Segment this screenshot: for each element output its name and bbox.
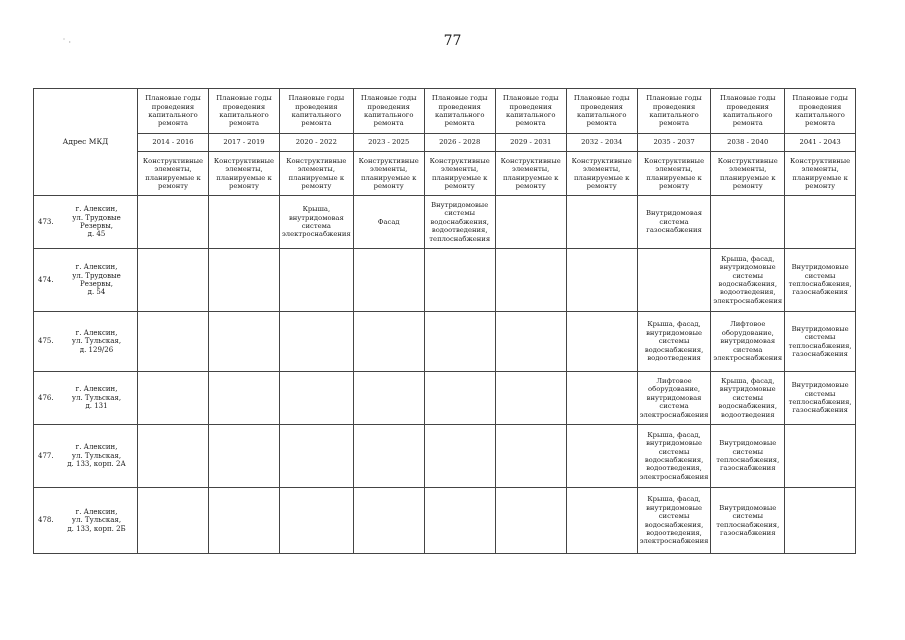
- period-cell: 2038 - 2040: [711, 134, 785, 152]
- period-title-header: Плановые годы проведения капитального ремонта: [280, 89, 354, 134]
- address-cell: [34, 425, 138, 488]
- building-address: г. Алексин, ул. Тульская, д. 133, корп. 2Б: [67, 507, 126, 533]
- period-cell: 2023 - 2025: [353, 134, 424, 152]
- repair-works-cell: [566, 312, 637, 372]
- repair-works-cell: [424, 249, 495, 312]
- repair-works-cell: [711, 196, 785, 249]
- row-index: 478.: [38, 516, 54, 525]
- period-cell: 2026 - 2028: [424, 134, 495, 152]
- table-row: [34, 249, 856, 312]
- repair-works-cell: [785, 488, 856, 554]
- repair-works-cell: Лифтовое оборудование, внутридомовая система электроснабжения: [637, 372, 711, 425]
- repair-works-cell: [280, 488, 354, 554]
- repair-works-cell: Крыша, внутридомовая система электроснабжения: [280, 196, 354, 249]
- period-title-header: Плановые годы проведения капитального ремонта: [711, 89, 785, 134]
- repair-works-cell: [495, 249, 566, 312]
- repair-works-cell: [566, 425, 637, 488]
- period-cell: 2032 - 2034: [566, 134, 637, 152]
- period-title-header: Плановые годы проведения капитального ремонта: [495, 89, 566, 134]
- repair-works-cell: [353, 425, 424, 488]
- repair-works-cell: [424, 312, 495, 372]
- repair-works-cell: [566, 372, 637, 425]
- repair-works-cell: [566, 249, 637, 312]
- table-header: [34, 89, 856, 196]
- building-address: г. Алексин, ул. Тульская, д. 131: [71, 385, 122, 411]
- repair-works-cell: [138, 425, 209, 488]
- period-cell: 2035 - 2037: [637, 134, 711, 152]
- repair-works-cell: [353, 372, 424, 425]
- element-header: Конструктивные элементы, планируемые к ремонту: [711, 152, 785, 196]
- address-cell: [34, 372, 138, 425]
- repair-works-cell: [138, 488, 209, 554]
- repair-works-cell: Внутридомовые системы теплоснабжения, газоснабжения: [785, 312, 856, 372]
- building-address: г. Алексин, ул. Тульская, д. 129/26: [71, 328, 122, 354]
- element-header: Конструктивные элементы, планируемые к ремонту: [785, 152, 856, 196]
- period-cell: 2014 - 2016: [138, 134, 209, 152]
- address-cell: [34, 196, 138, 249]
- table-body: [34, 196, 856, 554]
- building-address: г. Алексин, ул. Трудовые Резервы, д. 45: [72, 205, 121, 239]
- repair-works-cell: [495, 425, 566, 488]
- repair-works-cell: Внутридомовые системы теплоснабжения, газоснабжения: [785, 249, 856, 312]
- repair-works-cell: [138, 196, 209, 249]
- row-index: 473.: [38, 217, 54, 226]
- element-header: Конструктивные элементы, планируемые к ремонту: [566, 152, 637, 196]
- repair-works-cell: Крыша, фасад, внутридомовые системы водоснабжения, водоотведения: [711, 372, 785, 425]
- scan-speck: ˙ ·: [62, 38, 72, 47]
- table-row: [34, 372, 856, 425]
- table-row: [34, 425, 856, 488]
- period-title-header: Плановые годы проведения капитального ремонта: [785, 89, 856, 134]
- repair-works-cell: Внутридомовые системы теплоснабжения, газоснабжения: [785, 372, 856, 425]
- table-row: [34, 488, 856, 554]
- period-title-header: Плановые годы проведения капитального ремонта: [566, 89, 637, 134]
- period-cell: 2029 - 2031: [495, 134, 566, 152]
- header-period-row: [34, 134, 856, 152]
- repair-works-cell: [353, 488, 424, 554]
- repair-works-cell: [138, 249, 209, 312]
- repair-works-cell: Внутридомовые системы водоснабжения, водоотведения, теплоснабжения: [424, 196, 495, 249]
- period-title-header: Плановые годы проведения капитального ремонта: [138, 89, 209, 134]
- repair-works-cell: [209, 425, 280, 488]
- repair-works-cell: [280, 372, 354, 425]
- row-index: 475.: [38, 337, 54, 346]
- repair-works-cell: [280, 425, 354, 488]
- repair-works-cell: [353, 312, 424, 372]
- element-header: Конструктивные элементы, планируемые к ремонту: [353, 152, 424, 196]
- repair-works-cell: Крыша, фасад, внутридомовые системы водоснабжения, водоотведения, электроснабжения: [637, 425, 711, 488]
- period-title-header: Плановые годы проведения капитального ремонта: [353, 89, 424, 134]
- period-cell: 2020 - 2022: [280, 134, 354, 152]
- repair-works-cell: Внутридомовая система газоснабжения: [637, 196, 711, 249]
- repair-works-cell: Внутридомовые системы теплоснабжения, газоснабжения: [711, 425, 785, 488]
- repair-works-cell: [138, 372, 209, 425]
- address-header: Адрес МКД: [34, 89, 138, 196]
- repair-works-cell: [138, 312, 209, 372]
- row-index: 474.: [38, 275, 54, 284]
- element-header: Конструктивные элементы, планируемые к ремонту: [280, 152, 354, 196]
- header-element-row: [34, 152, 856, 196]
- repair-works-cell: [424, 372, 495, 425]
- element-header: Конструктивные элементы, планируемые к ремонту: [209, 152, 280, 196]
- period-title-header: Плановые годы проведения капитального ремонта: [637, 89, 711, 134]
- period-title-header: Плановые годы проведения капитального ремонта: [424, 89, 495, 134]
- repair-works-cell: [280, 249, 354, 312]
- repair-works-cell: Крыша, фасад, внутридомовые системы водоснабжения, водоотведения, электроснабжения: [637, 488, 711, 554]
- building-address: г. Алексин, ул. Трудовые Резервы, д. 54: [72, 263, 121, 297]
- repair-works-cell: Внутридомовые системы теплоснабжения, газоснабжения: [711, 488, 785, 554]
- repair-works-cell: [566, 488, 637, 554]
- repair-works-cell: [209, 372, 280, 425]
- period-title-header: Плановые годы проведения капитального ремонта: [209, 89, 280, 134]
- repair-works-cell: [353, 249, 424, 312]
- address-cell: [34, 488, 138, 554]
- element-header: Конструктивные элементы, планируемые к ремонту: [424, 152, 495, 196]
- repair-works-cell: [209, 196, 280, 249]
- repair-works-cell: Крыша, фасад, внутридомовые системы водоснабжения, водоотведения: [637, 312, 711, 372]
- table-row: [34, 312, 856, 372]
- repair-works-cell: [495, 196, 566, 249]
- period-cell: 2041 - 2043: [785, 134, 856, 152]
- row-index: 476.: [38, 393, 54, 402]
- repair-works-cell: Крыша, фасад, внутридомовые системы водоснабжения, водоотведения, электроснабжения: [711, 249, 785, 312]
- element-header: Конструктивные элементы, планируемые к ремонту: [637, 152, 711, 196]
- building-address: г. Алексин, ул. Тульская, д. 133, корп. 2А: [67, 443, 126, 469]
- repair-works-cell: [209, 488, 280, 554]
- repair-works-cell: [566, 196, 637, 249]
- repair-works-cell: [495, 312, 566, 372]
- address-cell: [34, 312, 138, 372]
- repair-works-cell: [424, 425, 495, 488]
- element-header: Конструктивные элементы, планируемые к ремонту: [495, 152, 566, 196]
- repair-works-cell: [280, 312, 354, 372]
- repair-works-cell: [785, 196, 856, 249]
- address-cell: [34, 249, 138, 312]
- repair-works-cell: [209, 312, 280, 372]
- repair-works-cell: [424, 488, 495, 554]
- page-number: 77: [443, 33, 462, 49]
- repair-works-cell: Фасад: [353, 196, 424, 249]
- element-header: Конструктивные элементы, планируемые к ремонту: [138, 152, 209, 196]
- repair-works-cell: Лифтовое оборудование, внутридомовая система электроснабжения: [711, 312, 785, 372]
- repair-works-cell: [495, 372, 566, 425]
- repair-works-cell: [637, 249, 711, 312]
- table-row: [34, 196, 856, 249]
- period-cell: 2017 - 2019: [209, 134, 280, 152]
- repair-works-cell: [209, 249, 280, 312]
- capital-repair-table: [33, 88, 856, 554]
- row-index: 477.: [38, 451, 54, 460]
- header-title-row: [34, 89, 856, 134]
- repair-works-cell: [495, 488, 566, 554]
- repair-works-cell: [785, 425, 856, 488]
